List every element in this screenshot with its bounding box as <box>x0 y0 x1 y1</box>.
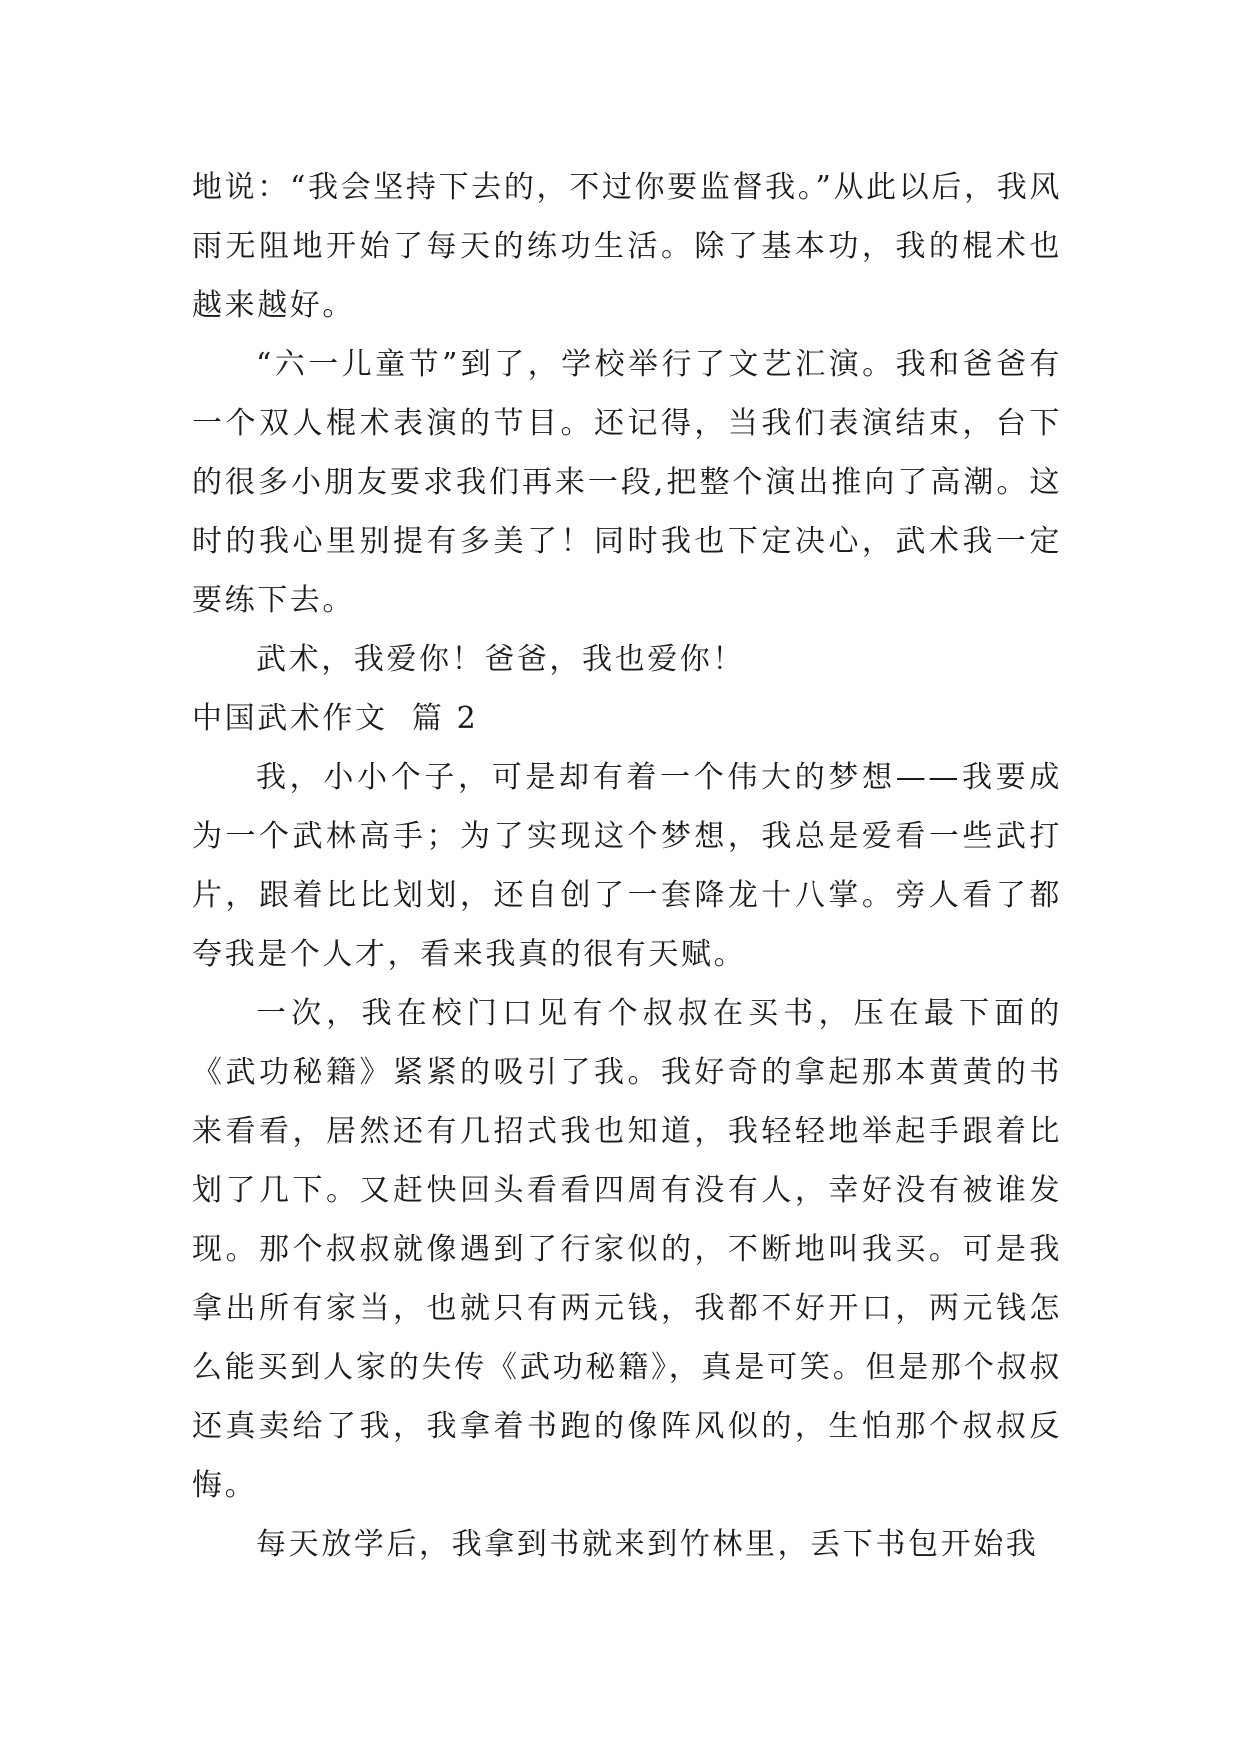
paragraph: 一次，我在校门口见有个叔叔在买书，压在最下面的《武功秘籍》紧紧的吸引了我。我好奇的拿起那本黄黄的书来看看，居然还有几招式我也知道，我轻轻地举起手跟着比划了几下。又赶快回头看看四周有没有人，幸好没有被谁发现。那个叔叔就像遇到了行家似的，不断地叫我买。可是我拿出所有家当，也就只有两元钱，我都不好开口，两元钱怎么能买到人家的失传《武功秘籍》，真是可笑。但是那个叔叔还真卖给了我，我拿着书跑的像阵风似的，生怕那个叔叔反悔。 <box>192 996 1062 1503</box>
paragraph: 武术，我爱你！爸爸，我也爱你！ <box>256 642 745 677</box>
document-body <box>192 158 1062 1574</box>
paragraph: “六一儿童节”到了，学校举行了文艺汇演。我和爸爸有一个双人棍术表演的节目。还记得，当我们表演结束，台下的很多小朋友要求我们再来一段,把整个演出推向了高潮。这时的我心里别提有多美了！同时我也下定决心，武术我一定要练下去。 <box>192 347 1062 618</box>
paragraph: 我，小小个子，可是却有着一个伟大的梦想——我要成为一个武林高手；为了实现这个梦想，我总是爱看一些武打片，跟着比比划划，还自创了一套降龙十八掌。旁人看了都夸我是个人才，看来我真的很有天赋。 <box>192 760 1062 972</box>
paragraph: 每天放学后，我拿到书就来到竹林里，丢下书包开始我 <box>256 1527 1039 1562</box>
section-heading: 中国武术作文 篇 2 <box>192 701 479 736</box>
paragraph: 地说：“我会坚持下去的，不过你要监督我。”从此以后，我风雨无阻地开始了每天的练功生活。除了基本功，我的棍术也越来越好。 <box>192 170 1062 323</box>
